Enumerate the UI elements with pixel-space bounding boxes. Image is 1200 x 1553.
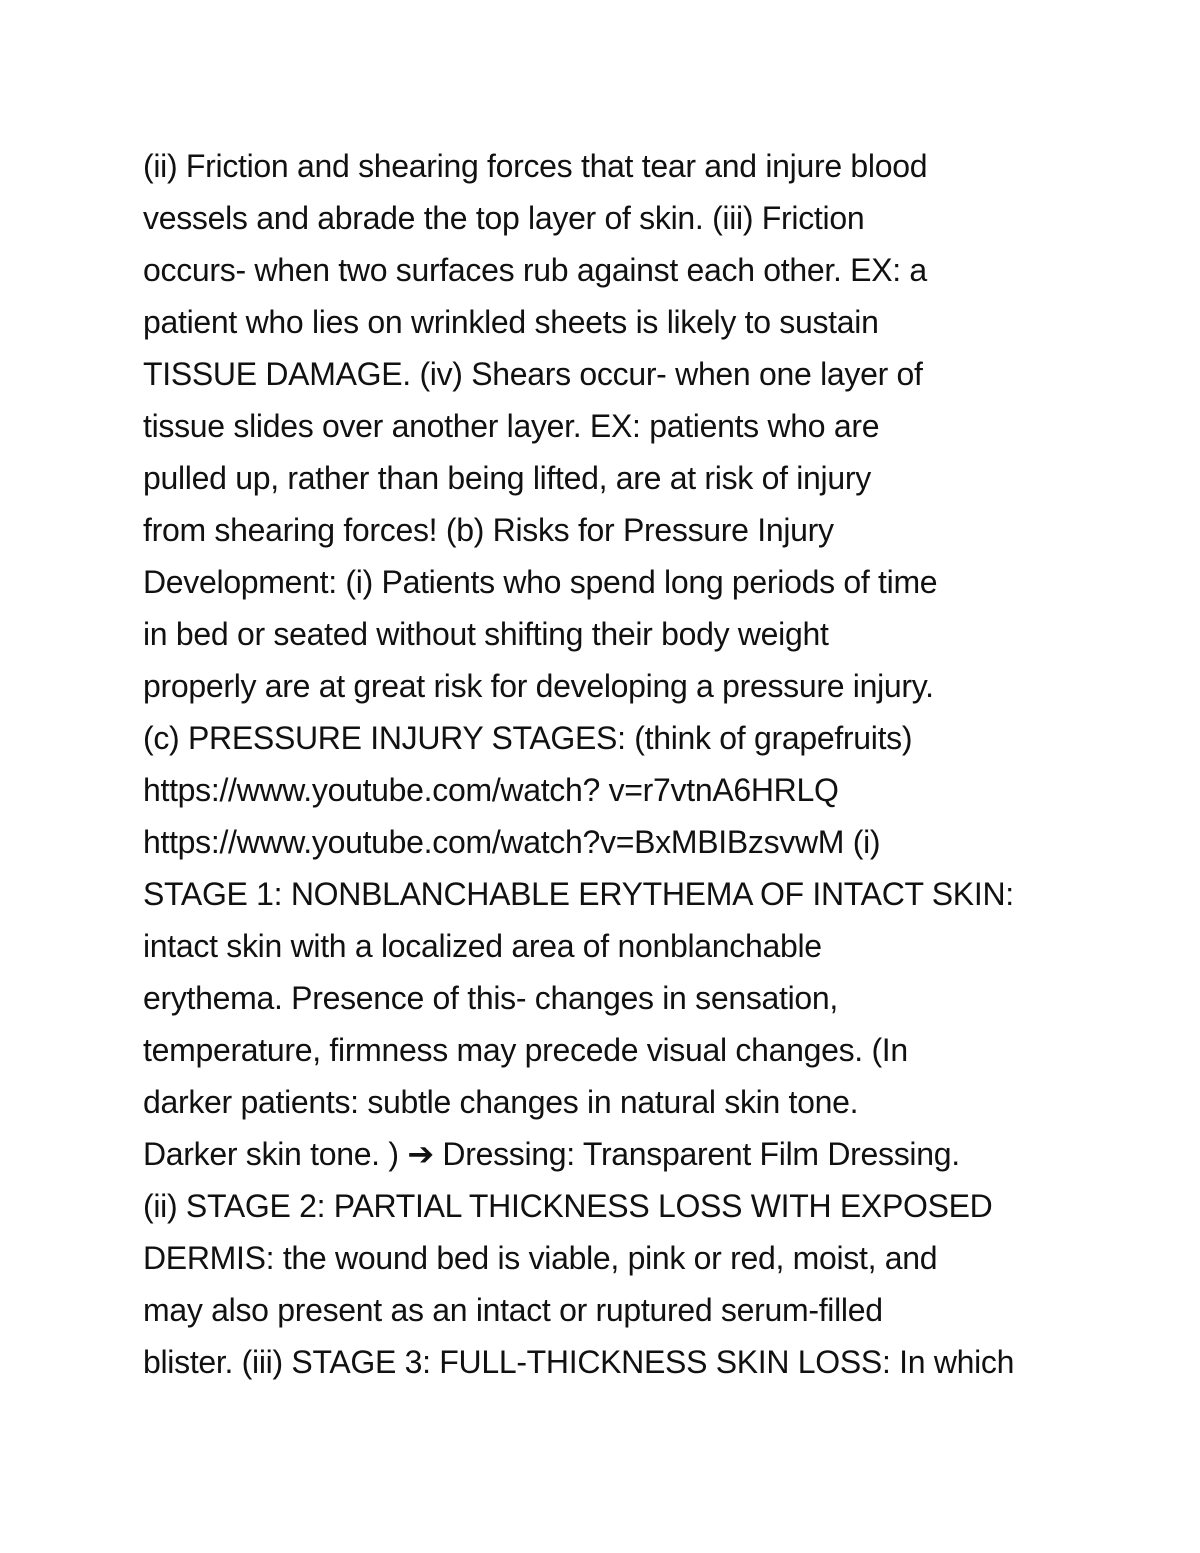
text-line: tissue slides over another layer. EX: patients who are xyxy=(143,408,880,444)
text-line: Development: (i) Patients who spend long periods of time xyxy=(143,564,938,600)
text-line: intact skin with a localized area of nonblanchable xyxy=(143,928,822,964)
text-line: TISSUE DAMAGE. (iv) Shears occur- when one layer of xyxy=(143,356,923,392)
youtube-link-line: https://www.youtube.com/watch?v=BxMBIBzsvwM (i) xyxy=(143,824,881,860)
text-line: (ii) Friction and shearing forces that tear and injure blood xyxy=(143,148,928,184)
text-line: DERMIS: the wound bed is viable, pink or red, moist, and xyxy=(143,1240,938,1276)
text-line: darker patients: subtle changes in natural skin tone. xyxy=(143,1084,859,1120)
text-line: patient who lies on wrinkled sheets is likely to sustain xyxy=(143,304,879,340)
text-line: in bed or seated without shifting their body weight xyxy=(143,616,829,652)
text-line: vessels and abrade the top layer of skin. (iii) Friction xyxy=(143,200,865,236)
text-line: pulled up, rather than being lifted, are at risk of injury xyxy=(143,460,871,496)
text-line: blister. (iii) STAGE 3: FULL-THICKNESS SKIN LOSS: In which xyxy=(143,1344,1015,1380)
text-line: STAGE 1: NONBLANCHABLE ERYTHEMA OF INTACT SKIN: xyxy=(143,876,1014,912)
text-line: temperature, firmness may precede visual changes. (In xyxy=(143,1032,908,1068)
text-line: properly are at great risk for developing a pressure injury. xyxy=(143,668,934,704)
text-line: occurs- when two surfaces rub against each other. EX: a xyxy=(143,252,927,288)
document-body-text xyxy=(143,140,1103,1388)
text-line: (c) PRESSURE INJURY STAGES: (think of grapefruits) xyxy=(143,720,913,756)
text-line: Darker skin tone. ) ➔ Dressing: Transparent Film Dressing. xyxy=(143,1136,960,1172)
text-line: (ii) STAGE 2: PARTIAL THICKNESS LOSS WITH EXPOSED xyxy=(143,1188,993,1224)
text-line: erythema. Presence of this- changes in sensation, xyxy=(143,980,839,1016)
text-line: may also present as an intact or ruptured serum-filled xyxy=(143,1292,883,1328)
youtube-link-line: https://www.youtube.com/watch? v=r7vtnA6HRLQ xyxy=(143,772,839,808)
text-line: from shearing forces! (b) Risks for Pressure Injury xyxy=(143,512,834,548)
